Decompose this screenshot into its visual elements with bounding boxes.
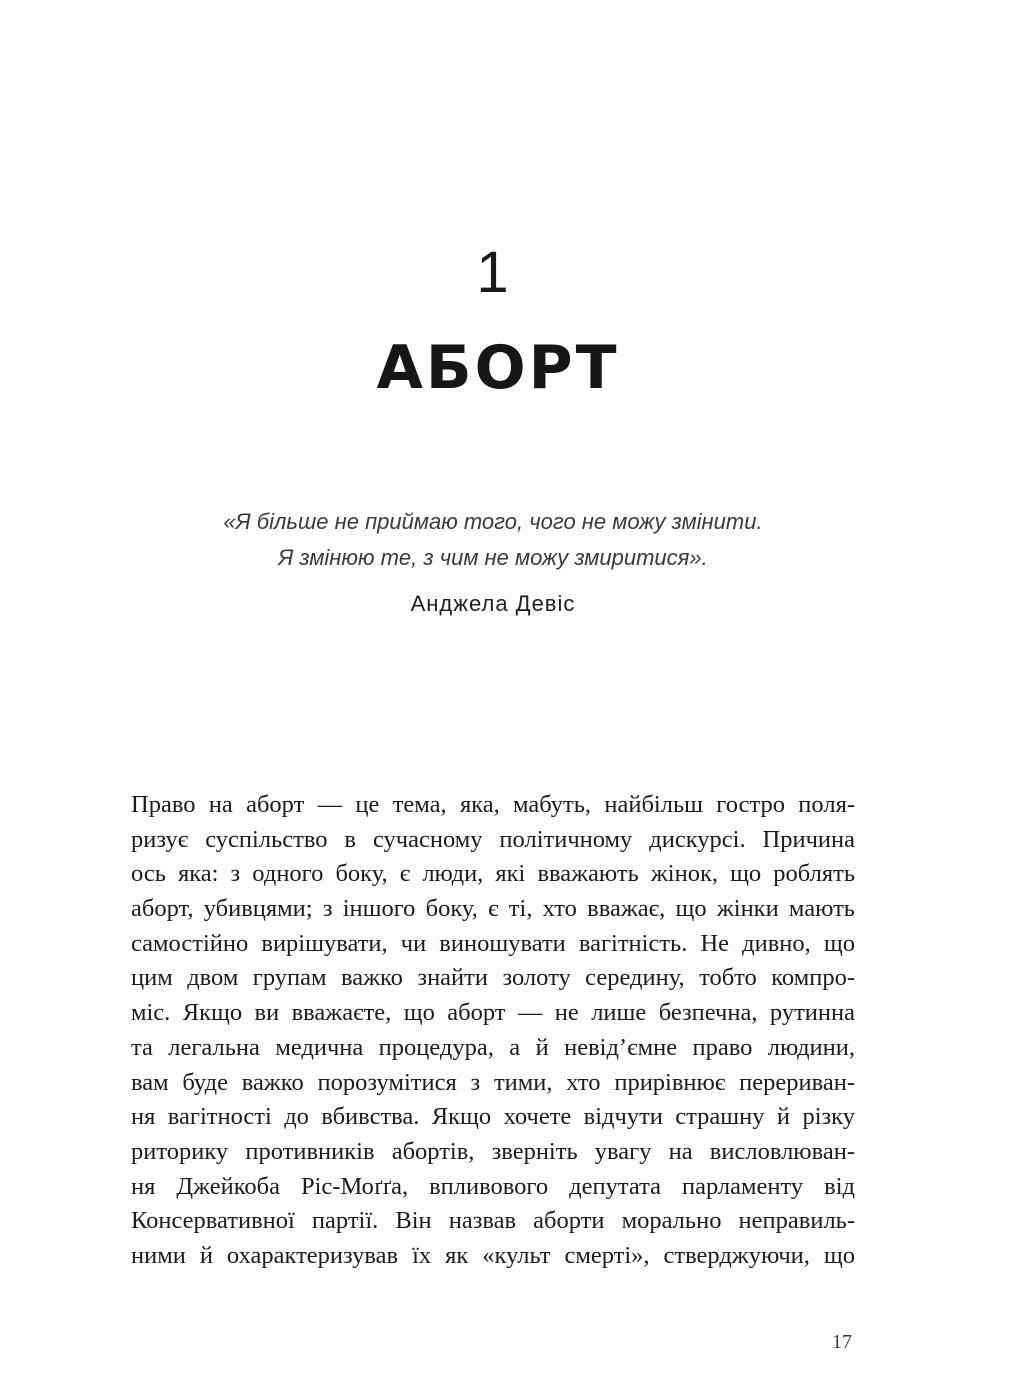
body-line: міс. Якщо ви вважаєте, що аборт — не лише безпечна, рутинна <box>131 999 855 1027</box>
body-line: та легальна медична процедура, а й невід’ємне право людини, <box>131 1033 855 1061</box>
epigraph-line: Я змінюю те, з чим не можу змиритися». <box>278 545 708 570</box>
body-line: аборт, убивцями; з іншого боку, є ті, хто вважає, що жінки мають <box>131 895 855 923</box>
body-line: ними й охарактеризував їх як «культ смерті», стверджуючи, що <box>131 1241 855 1269</box>
chapter-number: 1 <box>476 240 509 305</box>
epigraph-author: Анджела Девіс <box>410 591 576 616</box>
body-line: ризує суспільство в сучасному політичному дискурсі. Причина <box>131 825 855 853</box>
epigraph-line: «Я більше не приймаю того, чого не можу змінити. <box>223 509 763 534</box>
body-line: цим двом групам важко знайти золоту середину, тобто компро- <box>131 964 855 992</box>
body-line: самостійно вирішувати, чи виношувати вагітність. Не дивно, що <box>131 929 855 957</box>
body-line: ось яка: з одного боку, є люди, які вважають жінок, що роблять <box>131 860 855 888</box>
body-line: вам буде важко порозумітися з тими, хто прирівнює перериван- <box>131 1068 855 1096</box>
body-line: Право на аборт — це тема, яка, мабуть, найбільш гостро поля- <box>131 791 855 818</box>
body-line: Консервативної партії. Він назвав аборти морально неправиль- <box>131 1207 855 1235</box>
body-line: риторику противників абортів, зверніть увагу на висловлюван- <box>131 1137 855 1165</box>
chapter-title: АБОРТ <box>376 333 620 403</box>
epigraph-quote <box>0 504 986 576</box>
body-paragraph <box>131 788 855 1274</box>
page-number: 17 <box>832 1331 852 1353</box>
body-line: ня вагітності до вбивства. Якщо хочете відчути страшну й різку <box>131 1103 855 1131</box>
body-line: ня Джейкоба Ріс-Моґґа, впливового депутата парламенту від <box>131 1172 855 1200</box>
